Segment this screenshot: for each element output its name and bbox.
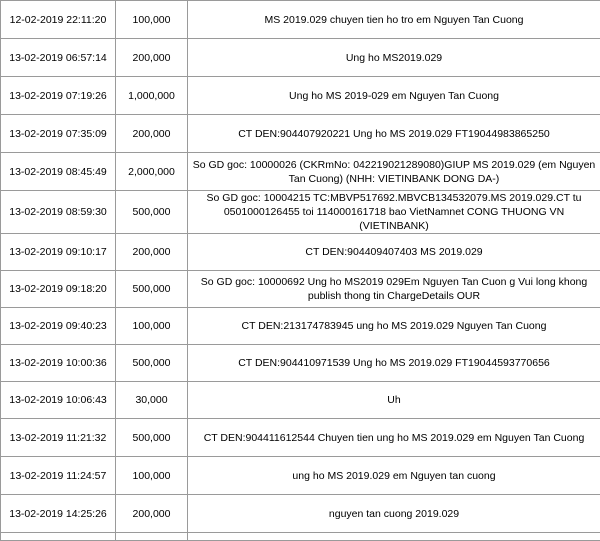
- transaction-description-cell: So GD goc: 10004215 TC:MBVP517692.MBVCB134532079.MS 2019.029.CT tu 0501000126455 toi 114000161718 bao VietNamnet CONG THUONG VN (VIETINBANK): [188, 191, 600, 234]
- transaction-date-cell: 13-02-2019 08:45:49: [1, 153, 116, 191]
- table-row-partial: [1, 533, 600, 541]
- transaction-date-cell: 13-02-2019 07:35:09: [1, 115, 116, 153]
- transaction-amount-cell: 200,000: [116, 39, 188, 77]
- table-row: [1, 271, 600, 308]
- transaction-date-cell: 13-02-2019 14:25:26: [1, 495, 116, 533]
- transaction-amount-cell: 500,000: [116, 419, 188, 457]
- transaction-amount-cell: 100,000: [116, 1, 188, 39]
- empty-cell: [1, 533, 116, 541]
- transaction-amount-cell: 100,000: [116, 457, 188, 495]
- empty-cell: [116, 533, 188, 541]
- transaction-table-body: [1, 1, 600, 541]
- table-row: [1, 77, 600, 115]
- transaction-amount-cell: 200,000: [116, 495, 188, 533]
- transaction-amount-cell: 30,000: [116, 382, 188, 419]
- transaction-description-cell: So GD goc: 10000026 (CKRmNo: 042219021289080)GIUP MS 2019.029 (em Nguyen Tan Cuong) (NHH: VIETINBANK DONG DA-): [188, 153, 600, 191]
- transaction-amount-cell: 500,000: [116, 271, 188, 308]
- table-row: [1, 419, 600, 457]
- transaction-description-cell: CT DEN:904410971539 Ung ho MS 2019.029 FT19044593770656: [188, 345, 600, 382]
- table-row: [1, 1, 600, 39]
- transaction-date-cell: 13-02-2019 11:24:57: [1, 457, 116, 495]
- transaction-date-cell: 12-02-2019 22:11:20: [1, 1, 116, 39]
- transaction-date-cell: 13-02-2019 09:18:20: [1, 271, 116, 308]
- transaction-description-cell: Uh: [188, 382, 600, 419]
- transaction-description-cell: Ung ho MS2019.029: [188, 39, 600, 77]
- table-row: [1, 153, 600, 191]
- table-row: [1, 234, 600, 271]
- table-row: [1, 191, 600, 234]
- transaction-date-cell: 13-02-2019 10:00:36: [1, 345, 116, 382]
- transaction-description-cell: CT DEN:904409407403 MS 2019.029: [188, 234, 600, 271]
- table-row: [1, 345, 600, 382]
- transaction-date-cell: 13-02-2019 06:57:14: [1, 39, 116, 77]
- transaction-amount-cell: 2,000,000: [116, 153, 188, 191]
- transaction-description-cell: MS 2019.029 chuyen tien ho tro em Nguyen Tan Cuong: [188, 1, 600, 39]
- table-row: [1, 457, 600, 495]
- transaction-amount-cell: 200,000: [116, 234, 188, 271]
- table-row: [1, 382, 600, 419]
- transaction-amount-cell: 200,000: [116, 115, 188, 153]
- transaction-date-cell: 13-02-2019 11:21:32: [1, 419, 116, 457]
- empty-cell: [188, 533, 600, 541]
- table-row: [1, 115, 600, 153]
- table-row: [1, 495, 600, 533]
- table-row: [1, 39, 600, 77]
- transaction-description-cell: CT DEN:904407920221 Ung ho MS 2019.029 FT19044983865250: [188, 115, 600, 153]
- table-row: [1, 308, 600, 345]
- transaction-date-cell: 13-02-2019 07:19:26: [1, 77, 116, 115]
- transaction-amount-cell: 500,000: [116, 191, 188, 234]
- transaction-description-cell: ung ho MS 2019.029 em Nguyen tan cuong: [188, 457, 600, 495]
- transaction-description-cell: nguyen tan cuong 2019.029: [188, 495, 600, 533]
- transaction-description-cell: So GD goc: 10000692 Ung ho MS2019 029Em Nguyen Tan Cuon g Vui long khong publish thong tin ChargeDetails OUR: [188, 271, 600, 308]
- transaction-date-cell: 13-02-2019 08:59:30: [1, 191, 116, 234]
- transaction-amount-cell: 1,000,000: [116, 77, 188, 115]
- transaction-description-cell: CT DEN:904411612544 Chuyen tien ung ho MS 2019.029 em Nguyen Tan Cuong: [188, 419, 600, 457]
- transaction-amount-cell: 100,000: [116, 308, 188, 345]
- transaction-description-cell: CT DEN:213174783945 ung ho MS 2019.029 Nguyen Tan Cuong: [188, 308, 600, 345]
- transaction-amount-cell: 500,000: [116, 345, 188, 382]
- transaction-date-cell: 13-02-2019 09:10:17: [1, 234, 116, 271]
- transaction-date-cell: 13-02-2019 09:40:23: [1, 308, 116, 345]
- transaction-description-cell: Ung ho MS 2019-029 em Nguyen Tan Cuong: [188, 77, 600, 115]
- transaction-date-cell: 13-02-2019 10:06:43: [1, 382, 116, 419]
